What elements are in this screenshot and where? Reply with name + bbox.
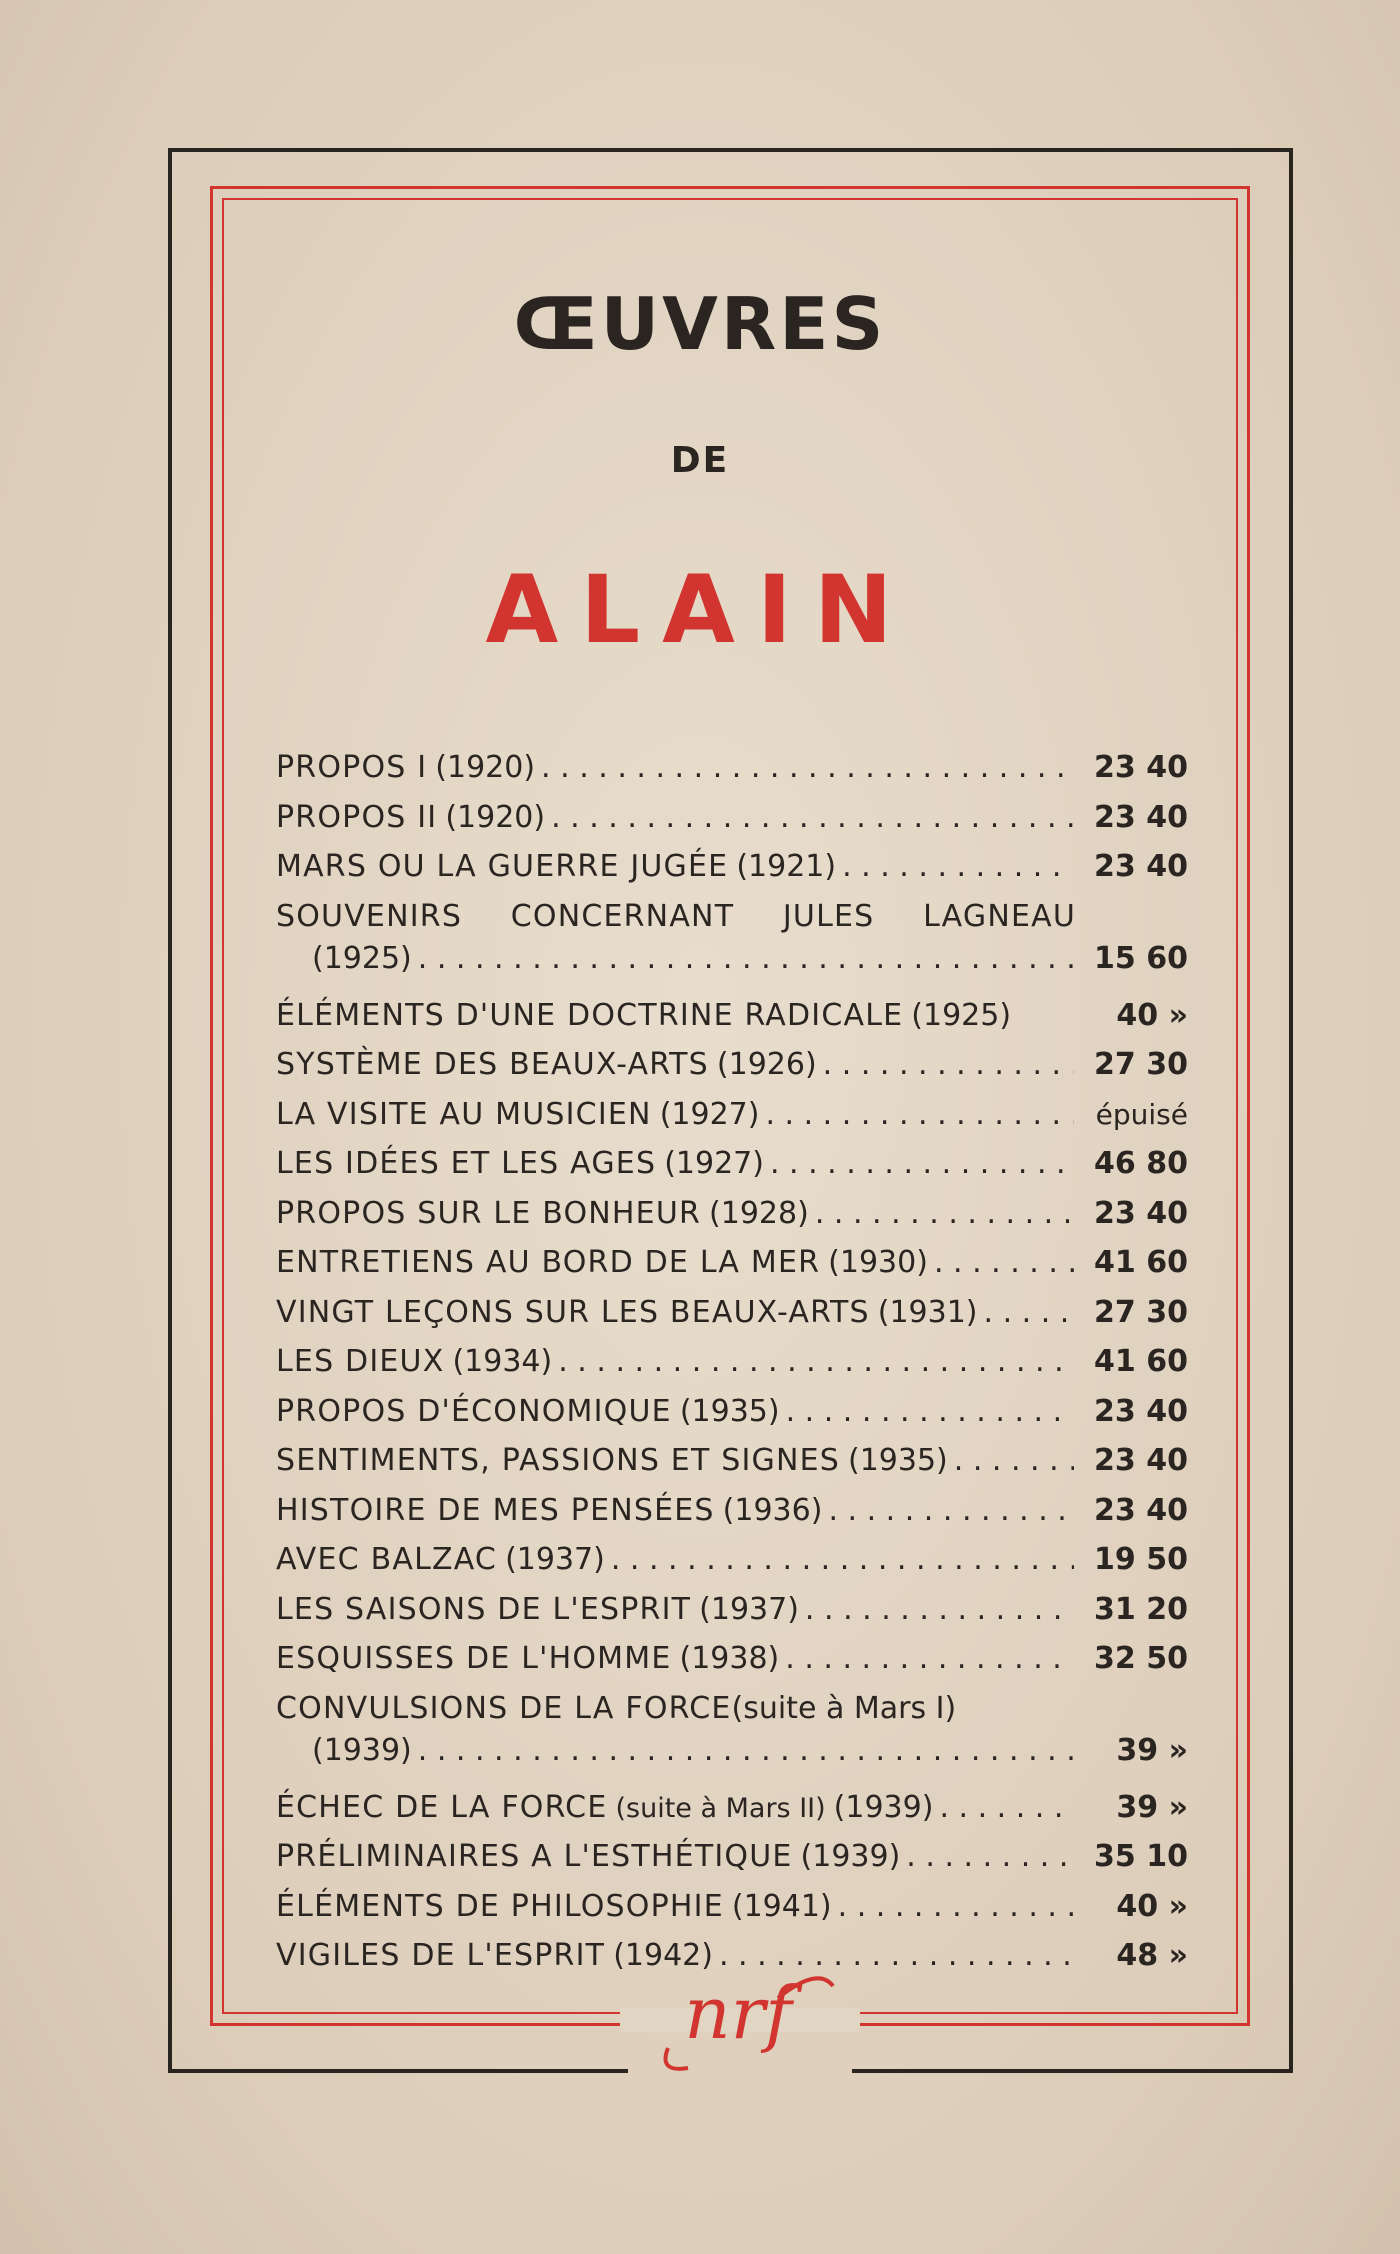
book-price: 31 20 [1094, 1591, 1188, 1627]
dot-leader [954, 1443, 1074, 1478]
book-entry [276, 1641, 1188, 1691]
book-title: ÉLÉMENTS DE PHILOSOPHIE [276, 1888, 724, 1924]
book-year: (1927) [659, 1096, 760, 1132]
book-price: épuisé [1095, 1097, 1188, 1131]
author-name: ALAIN [485, 556, 915, 665]
book-title: HISTOIRE DE MES PENSÉES [276, 1492, 715, 1528]
book-price: 40 » [1116, 997, 1188, 1033]
book-year: (1930) [828, 1245, 928, 1280]
book-entry [276, 1295, 1188, 1345]
dot-leader [939, 1790, 1074, 1825]
book-year: (1927) [664, 1146, 764, 1181]
book-list [276, 750, 1188, 1988]
book-year: (1936) [722, 1492, 823, 1528]
book-year: (1920) [435, 750, 536, 785]
book-title: ÉLÉMENTS D'UNE DOCTRINE RADICALE [276, 997, 904, 1033]
book-title: VINGT LEÇONS SUR LES BEAUX-ARTS [276, 1294, 870, 1330]
heading-oeuvres: ŒUVRES [513, 282, 887, 366]
book-price: 39 » [1116, 1732, 1188, 1768]
book-title: PROPOS II [276, 799, 438, 835]
book-title: CONVULSIONS DE LA FORCE [276, 1690, 732, 1726]
book-price: 35 10 [1094, 1839, 1188, 1874]
book-year: (1939) [833, 1789, 934, 1825]
dot-leader [828, 1493, 1074, 1528]
book-price: 23 40 [1094, 799, 1188, 835]
book-title: ESQUISSES DE L'HOMME [276, 1641, 672, 1676]
dot-leader [541, 750, 1074, 785]
book-year: (1938) [679, 1641, 780, 1676]
book-title: AVEC BALZAC [276, 1542, 498, 1577]
book-price: 23 40 [1094, 849, 1188, 884]
book-title: ÉCHEC DE LA FORCE [276, 1789, 608, 1825]
book-price: 41 60 [1094, 1344, 1188, 1379]
book-entry [276, 1245, 1188, 1295]
book-year: (1934) [452, 1344, 553, 1379]
dot-leader [770, 1146, 1074, 1181]
dot-leader [838, 1889, 1074, 1924]
book-title: PROPOS SUR LE BONHEUR [276, 1195, 702, 1231]
dot-leader [786, 1394, 1074, 1429]
dot-leader [805, 1592, 1074, 1627]
book-title: LES IDÉES ET LES AGES [276, 1146, 657, 1181]
book-price: 23 40 [1094, 1393, 1188, 1429]
book-entry-first-line [276, 899, 1188, 941]
dot-leader [765, 1097, 1074, 1132]
dot-leader [558, 1344, 1074, 1379]
book-entry [276, 1344, 1188, 1394]
book-year: (1937) [699, 1591, 799, 1627]
book-price: 27 30 [1094, 1294, 1188, 1330]
book-price: 23 40 [1094, 750, 1188, 785]
dot-leader [984, 1295, 1075, 1330]
book-title: LA VISITE AU MUSICIEN [276, 1096, 652, 1132]
dot-leader [906, 1839, 1074, 1874]
dot-leader [418, 941, 1074, 976]
book-title: ENTRETIENS AU BORD DE LA MER [276, 1245, 821, 1280]
book-entry [276, 1047, 1188, 1097]
book-title: VIGILES DE L'ESPRIT [276, 1938, 606, 1973]
book-entry [276, 750, 1188, 800]
book-title: PRÉLIMINAIRES A L'ESTHÉTIQUE [276, 1839, 793, 1874]
book-year: (1937) [505, 1542, 605, 1577]
outer-frame-bottom-right-rule [852, 2069, 1293, 2073]
book-year: (1921) [736, 849, 837, 884]
book-price: 41 60 [1094, 1245, 1188, 1280]
dot-leader [785, 1641, 1074, 1676]
book-entry [276, 800, 1188, 850]
book-title: SYSTÈME DES BEAUX-ARTS [276, 1047, 709, 1082]
outer-frame-bottom-left-rule [168, 2069, 628, 2073]
book-entry [276, 998, 1188, 1048]
book-price: 27 30 [1094, 1047, 1188, 1082]
book-price: 32 50 [1094, 1641, 1188, 1676]
book-title: SOUVENIRS CONCERNANT JULES LAGNEAU [276, 898, 1076, 934]
heading-de: DE [670, 440, 730, 481]
book-entry [276, 1394, 1188, 1444]
book-note: (suite à Mars II) [615, 1792, 826, 1824]
dot-leader [934, 1245, 1074, 1280]
book-title: LES SAISONS DE L'ESPRIT [276, 1591, 692, 1627]
book-year: (1926) [716, 1047, 817, 1082]
book-entry [276, 1839, 1188, 1889]
book-title: MARS OU LA GUERRE JUGÉE [276, 849, 729, 884]
book-entry-first-line [276, 1691, 1188, 1733]
book-entry [276, 1146, 1188, 1196]
book-year: (1935) [848, 1443, 948, 1478]
book-year: (1925) [312, 940, 412, 976]
book-entry [276, 1790, 1188, 1840]
book-year: (1920) [445, 799, 546, 835]
book-year: (1931) [877, 1294, 978, 1330]
book-entry [276, 849, 1188, 899]
book-price: 15 60 [1094, 940, 1188, 976]
book-entry [276, 1097, 1188, 1147]
book-year: (1928) [709, 1195, 809, 1231]
dot-leader [551, 800, 1074, 835]
book-year: (1939) [800, 1839, 901, 1874]
book-price: 19 50 [1094, 1542, 1188, 1577]
book-title: SENTIMENTS, PASSIONS ET SIGNES [276, 1443, 840, 1478]
book-price: 48 » [1116, 1938, 1188, 1973]
dot-leader [611, 1542, 1074, 1577]
book-entry [276, 1443, 1188, 1493]
book-title: LES DIEUX [276, 1344, 445, 1379]
dot-leader [815, 1196, 1074, 1231]
dot-leader [823, 1047, 1074, 1082]
book-price: 23 40 [1094, 1443, 1188, 1478]
book-title: PROPOS D'ÉCONOMIQUE [276, 1393, 672, 1429]
book-title: PROPOS I [276, 750, 428, 785]
book-entry [276, 1889, 1188, 1939]
book-year: (1941) [731, 1888, 832, 1924]
book-entry [276, 1196, 1188, 1246]
book-entry [276, 1493, 1188, 1543]
book-year: (1925) [911, 997, 1012, 1033]
book-price: 40 » [1116, 1888, 1188, 1924]
book-price: 39 » [1116, 1789, 1188, 1825]
book-entry-continuation [276, 1733, 1188, 1790]
book-year: (1939) [312, 1732, 412, 1768]
book-entry-continuation [276, 941, 1188, 998]
book-entry [276, 1592, 1188, 1642]
book-price: 46 80 [1094, 1146, 1188, 1181]
nrf-logo-text: nrf [684, 1971, 792, 2055]
book-entry [276, 1542, 1188, 1592]
nrf-logo [628, 1968, 848, 2078]
dot-leader [418, 1733, 1074, 1768]
book-year: (1935) [679, 1393, 780, 1429]
book-price: 23 40 [1094, 1195, 1188, 1231]
book-note: (suite à Mars I) [731, 1690, 957, 1726]
dot-leader [842, 849, 1074, 884]
book-price: 23 40 [1094, 1492, 1188, 1528]
book-year: (1942) [613, 1938, 713, 1973]
